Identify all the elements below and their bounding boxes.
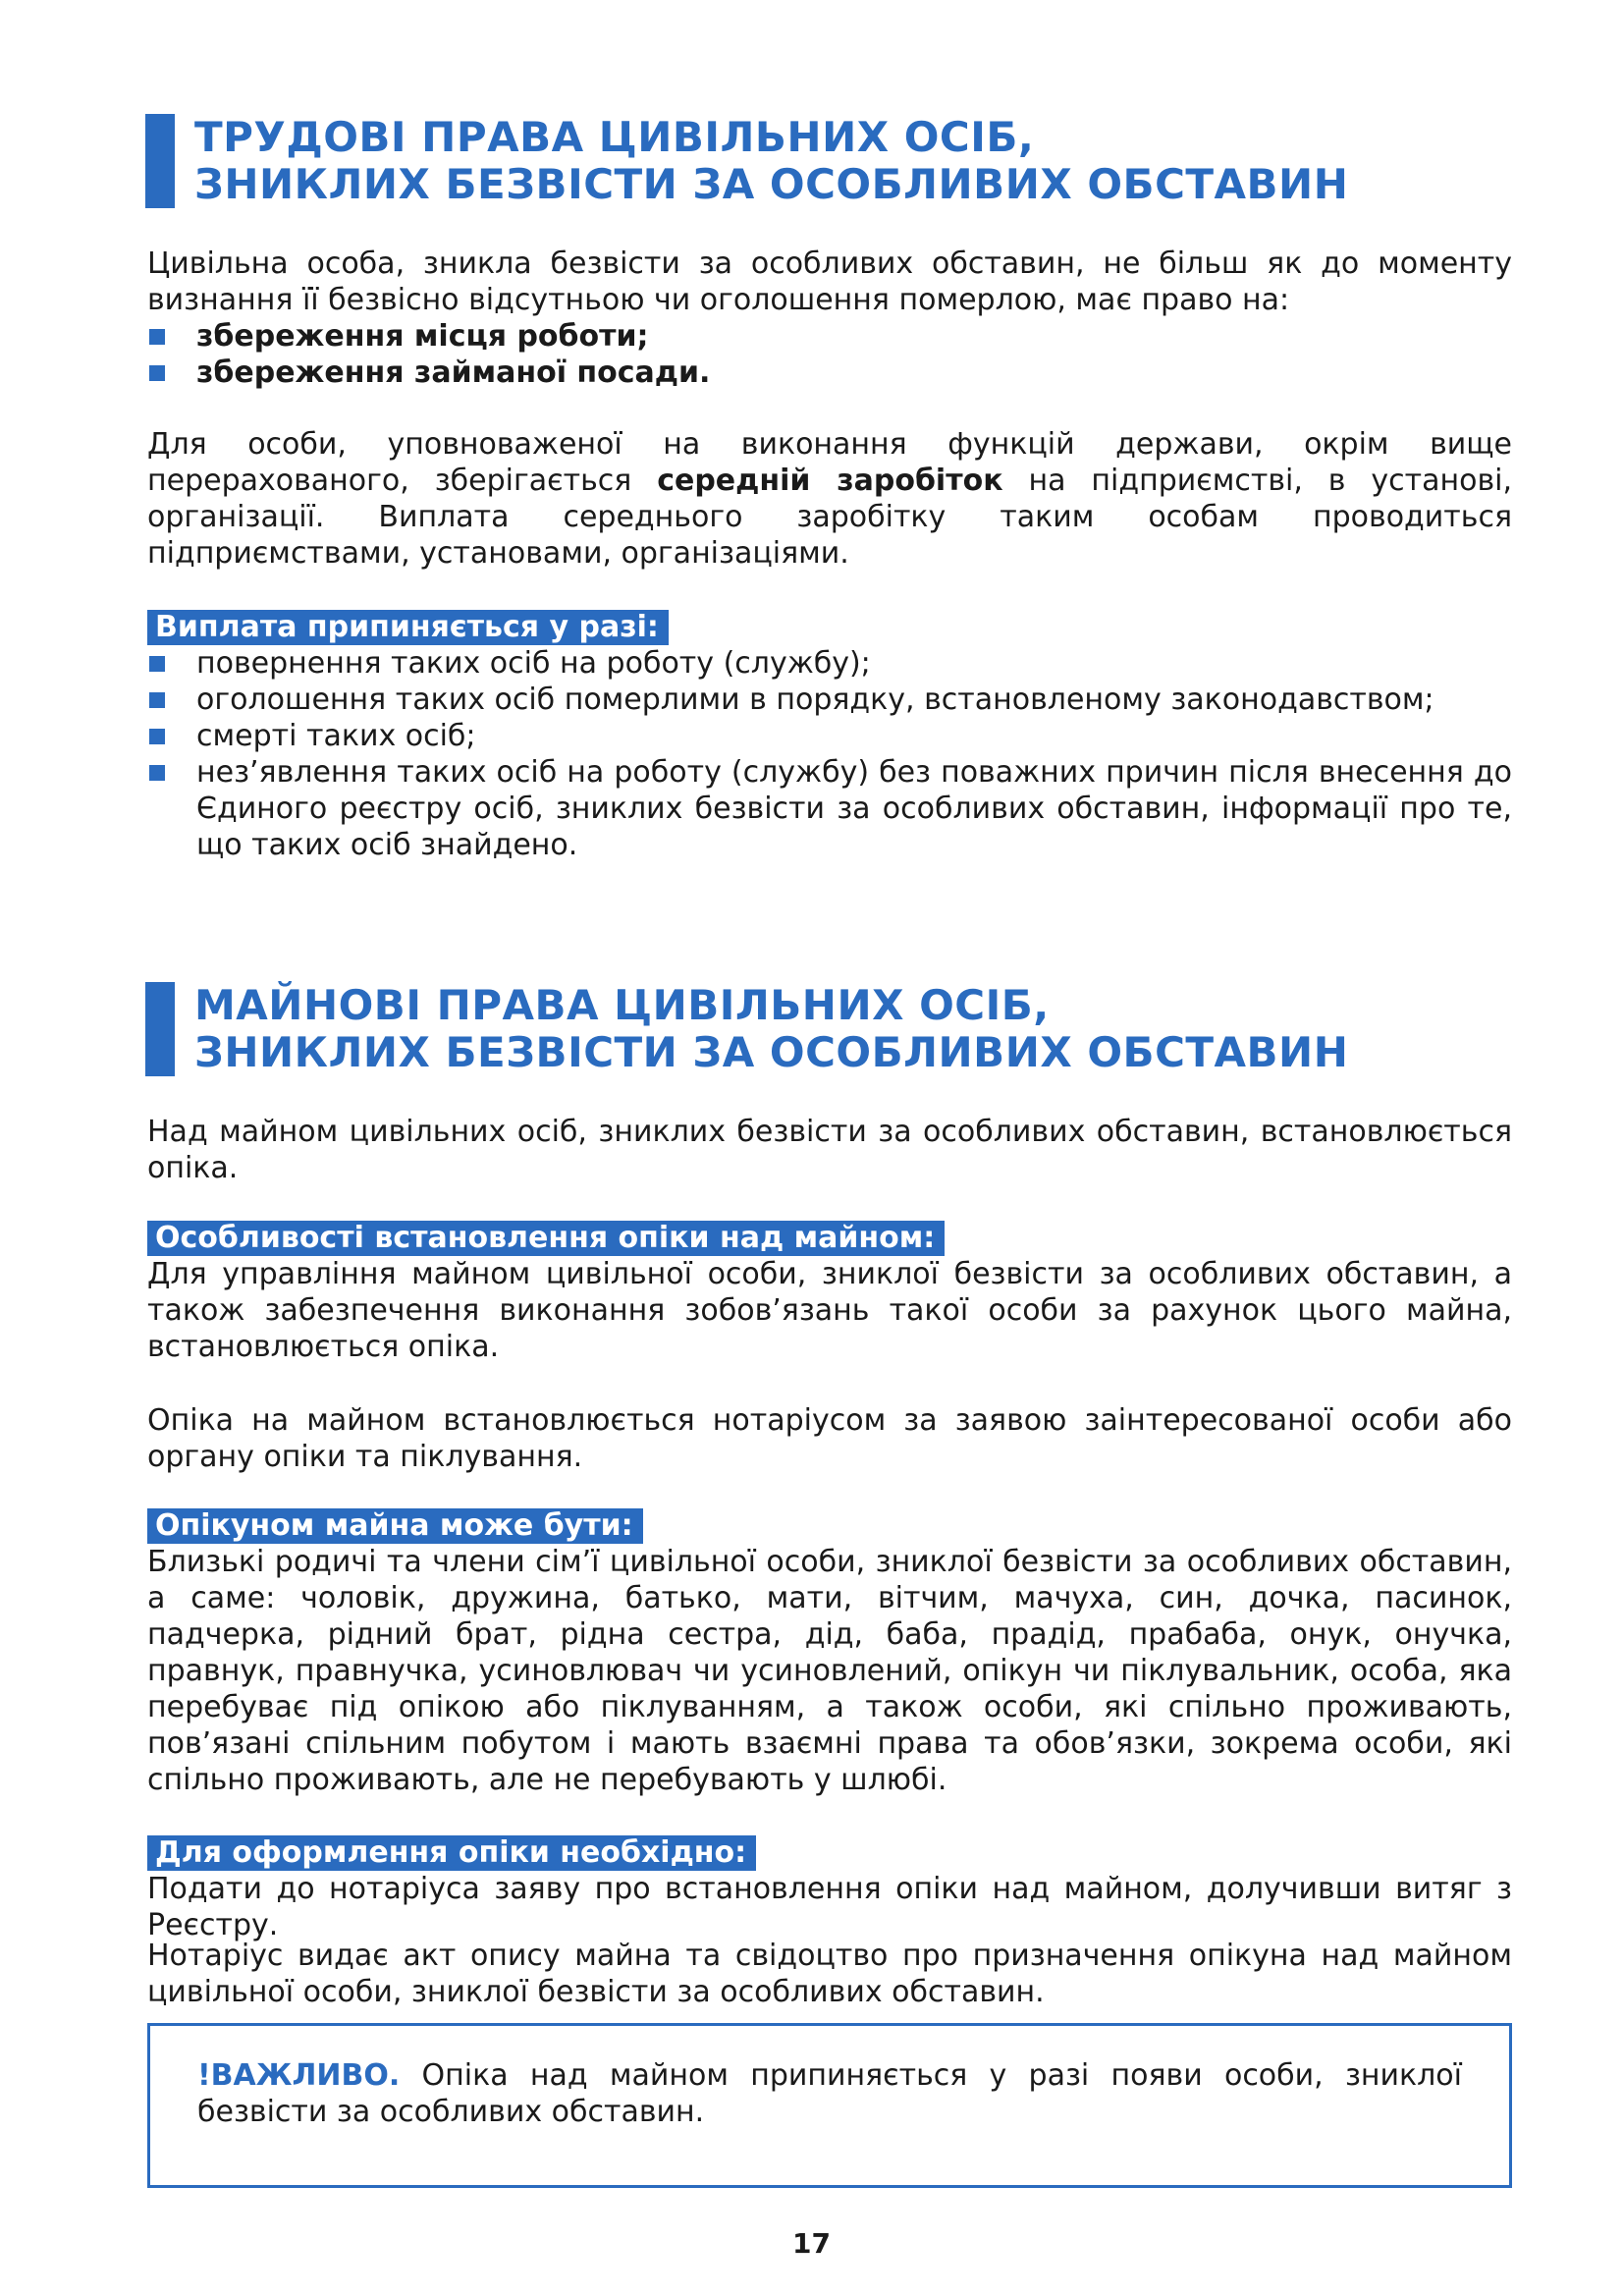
section-title-line2: ЗНИКЛИХ БЕЗВІСТИ ЗА ОСОБЛИВИХ ОБСТАВИН	[194, 160, 1349, 208]
custody-features-block	[147, 1220, 1512, 1365]
property-intro-paragraph: Над майном цивільних осіб, зниклих безвісти за особливих обставин, встановлюється опіка.	[147, 1115, 1512, 1185]
bullet-square-icon	[149, 329, 165, 345]
payment-stop-label: Виплата припиняється у разі:	[147, 610, 669, 645]
payment-stop-list	[147, 645, 1512, 863]
average-salary-paragraph: Для особи, уповноваженої на виконання функцій держави, окрім вище перерахованого, зберігається середній заробіток на підприємстві, в установі, організації. Виплата середнього заробітку таким особам проводиться підприємствами, установами, організаціями.	[147, 427, 1512, 571]
procedure-label: Для оформлення опіки необхідно:	[147, 1835, 756, 1871]
custody-features-text: Для управління майном цивільної особи, зниклої безвісти за особливих обставин, а також забезпечення виконання зобов’язань такої особи за рахунок цього майна, встановлюється опіка.	[147, 1257, 1512, 1364]
important-label: !ВАЖЛИВО.	[197, 2058, 401, 2093]
bullet-square-icon	[149, 365, 165, 381]
section-heading-labor-rights	[145, 114, 1520, 208]
notary-custody-paragraph: Опіка на майном встановлюється нотаріусом за заявою заінтересованої особи або органу опіки та піклування.	[147, 1403, 1512, 1474]
bullet-square-icon	[149, 729, 165, 744]
bullet-square-icon	[149, 692, 165, 708]
important-notice-box	[147, 2023, 1512, 2188]
procedure-block	[147, 1834, 1512, 1943]
heading-accent-bar	[145, 114, 175, 208]
payment-stop-block	[147, 609, 1512, 863]
guardian-block	[147, 1507, 1512, 1798]
important-notice-text: !ВАЖЛИВО. Опіка над майном припиняється у разі появи особи, зниклої безвісти за особливих обставин.	[197, 2058, 1462, 2129]
page-number: 17	[792, 2227, 831, 2260]
section-title-line1: ТРУДОВІ ПРАВА ЦИВІЛЬНИХ ОСІБ,	[194, 113, 1035, 161]
list-item: смерті таких осіб;	[147, 718, 1512, 754]
custody-features-label: Особливості встановлення опіки над майном:	[147, 1221, 945, 1256]
labor-rights-list	[147, 318, 1512, 391]
list-item: повернення таких осіб на роботу (службу);	[147, 645, 1512, 682]
list-item: збереження місця роботи;	[147, 318, 1512, 355]
guardian-label: Опікуном майна може бути:	[147, 1508, 643, 1544]
heading-accent-bar	[145, 982, 175, 1076]
section-heading-property-rights	[145, 982, 1520, 1076]
section-title-line2: ЗНИКЛИХ БЕЗВІСТИ ЗА ОСОБЛИВИХ ОБСТАВИН	[194, 1028, 1349, 1076]
list-item: оголошення таких осіб померлими в порядку, встановленому законодавством;	[147, 682, 1512, 718]
labor-rights-intro-block	[147, 246, 1512, 391]
guardian-text: Близькі родичі та члени сім’ї цивільної особи, зниклої безвісти за особливих обставин, а саме: чоловік, дружина, батько, мати, вітчим, мачуха, син, дочка, пасинок, падчерка, рідний брат, рідна сестра, дід, баба, прадід, прабаба, онук, онучка, правнук, правнучка, усиновлювач чи усиновлений, опікун чи піклувальник, особа, яка перебуває під опікою або піклуванням, а також особи, які спільно проживають, пов’язані спільним побутом і мають взаємні права та обов’язки, зокрема особи, які спільно проживають, але не перебувають у шлюбі.	[147, 1545, 1512, 1797]
notary-act-paragraph: Нотаріус видає акт опису майна та свідоцтво про призначення опікуна над майном цивільної особи, зниклої безвісти за особливих обставин.	[147, 1939, 1512, 2009]
average-salary-bold: середній заробіток	[657, 464, 1003, 498]
section-title	[194, 114, 1520, 208]
procedure-text: Подати до нотаріуса заяву про встановлення опіки над майном, долучивши витяг з Реєстру.	[147, 1872, 1512, 1942]
bullet-square-icon	[149, 765, 165, 781]
list-item: нез’явлення таких осіб на роботу (службу) без поважних причин після внесення до Єдиного реєстру осіб, зниклих безвісти за особливих обставин, інформації про те, що таких осіб знайдено.	[147, 754, 1512, 863]
section-title	[194, 982, 1520, 1076]
bullet-square-icon	[149, 656, 165, 672]
list-item: збереження займаної посади.	[147, 355, 1512, 391]
section-title-line1: МАЙНОВІ ПРАВА ЦИВІЛЬНИХ ОСІБ,	[194, 981, 1050, 1029]
labor-rights-intro: Цивільна особа, зникла безвісти за особливих обставин, не більш як до моменту визнання її безвісно відсутньою чи оголошення померлою, має право на:	[147, 246, 1512, 317]
